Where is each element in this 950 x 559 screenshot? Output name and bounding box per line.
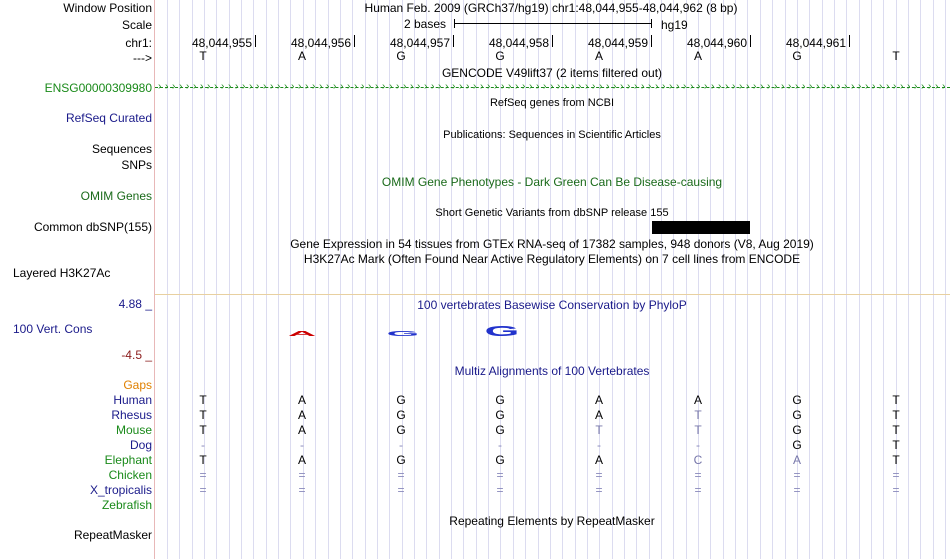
strand-arrow: › xyxy=(550,81,554,92)
position-label: 48,044,957 xyxy=(389,36,450,50)
strand-arrow: › xyxy=(613,81,617,92)
publications-track-title: Publications: Sequences in Scientific Articles xyxy=(443,129,661,141)
alignment-base: T xyxy=(892,423,900,437)
strand-arrow: › xyxy=(221,81,225,92)
position-label: 48,044,960 xyxy=(686,36,747,50)
alignment-base: A xyxy=(297,393,307,407)
alignment-base: = xyxy=(595,468,603,482)
strand-arrow: › xyxy=(844,81,848,92)
strand-arrow: › xyxy=(907,81,911,92)
scale-bar-left-end xyxy=(454,19,455,28)
cons-min-label: -4.5 _ xyxy=(121,348,152,362)
strand-arrow: › xyxy=(781,81,785,92)
alignment-base: A xyxy=(297,453,307,467)
position-tick xyxy=(255,35,256,47)
strand-arrow: › xyxy=(193,81,197,92)
strand-arrow: › xyxy=(242,81,246,92)
conservation-logo xyxy=(155,316,950,340)
strand-arrow: › xyxy=(585,81,589,92)
conservation-logo-letter-g2: G xyxy=(484,323,520,340)
alignment-base: = xyxy=(199,483,207,497)
species-label[interactable]: X_tropicalis xyxy=(89,483,152,497)
strand-arrow: › xyxy=(879,81,883,92)
alignment-base: = xyxy=(694,468,702,482)
alignment-base: T xyxy=(199,408,207,422)
alignment-base: = xyxy=(397,468,405,482)
strand-arrow: › xyxy=(480,81,484,92)
strand-arrow: › xyxy=(830,81,834,92)
strand-arrow: › xyxy=(361,81,365,92)
species-label[interactable]: Elephant xyxy=(104,453,152,467)
position-label: 48,044,958 xyxy=(488,36,549,50)
alignment-base: T xyxy=(199,453,207,467)
strand-arrow: › xyxy=(802,81,806,92)
strand-arrow: › xyxy=(774,81,778,92)
strand-arrow: › xyxy=(578,81,582,92)
strand-arrow: › xyxy=(697,81,701,92)
alignment-base: G xyxy=(495,408,505,422)
alignment-base: T xyxy=(892,438,900,452)
strand-arrow: › xyxy=(767,81,771,92)
strand-arrow: › xyxy=(669,81,673,92)
refseq-track-title: RefSeq genes from NCBI xyxy=(489,97,615,109)
strand-arrow: › xyxy=(298,81,302,92)
alignment-base: = xyxy=(199,468,207,482)
strand-arrow: › xyxy=(529,81,533,92)
conservation-logo-letter-a: A xyxy=(287,329,317,338)
strand-arrow: › xyxy=(823,81,827,92)
strand-arrow: › xyxy=(396,81,400,92)
base-letter: A xyxy=(693,49,703,63)
strand-arrow: › xyxy=(256,81,260,92)
h3k27-track-title: H3K27Ac Mark (Often Found Near Active Regulatory Elements) on 7 cell lines from ENCODE xyxy=(303,252,801,266)
strand-arrow: › xyxy=(508,81,512,92)
strand-arrow: › xyxy=(914,81,918,92)
strand-arrow: › xyxy=(865,81,869,92)
base-letter: A xyxy=(297,49,307,63)
base-letter: A xyxy=(594,49,604,63)
strand-arrow: › xyxy=(284,81,288,92)
sequences-label[interactable]: Sequences xyxy=(91,142,152,156)
strand-arrow: › xyxy=(368,81,372,92)
gencode-track-title: GENCODE V49lift37 (2 items filtered out) xyxy=(441,66,663,80)
strand-arrow: › xyxy=(179,81,183,92)
strand-arrow: › xyxy=(158,81,162,92)
strand-arrow: › xyxy=(207,81,211,92)
alignment-base: T xyxy=(595,423,603,437)
alignment-base: G xyxy=(792,408,802,422)
omim-label[interactable]: OMIM Genes xyxy=(80,189,152,203)
base-letter: T xyxy=(199,49,207,63)
species-label[interactable]: Rhesus xyxy=(111,408,152,422)
alignment-base: A xyxy=(297,408,307,422)
alignment-base: T xyxy=(892,453,900,467)
strand-arrow: › xyxy=(746,81,750,92)
strand-arrow: › xyxy=(389,81,393,92)
strand-arrow: › xyxy=(809,81,813,92)
alignment-base: T xyxy=(694,408,702,422)
species-label[interactable]: Mouse xyxy=(115,423,152,437)
species-label[interactable]: Chicken xyxy=(108,468,152,482)
strand-arrow: › xyxy=(718,81,722,92)
alignment-base: = xyxy=(595,483,603,497)
strand-arrow: › xyxy=(627,81,631,92)
strand-arrow: › xyxy=(333,81,337,92)
strand-arrow: › xyxy=(431,81,435,92)
h3k27-label[interactable]: Layered H3K27Ac xyxy=(13,266,111,280)
alignment-base: G xyxy=(396,453,406,467)
strand-arrow: › xyxy=(165,81,169,92)
alignment-base: = xyxy=(892,468,900,482)
alignment-base: = xyxy=(496,483,504,497)
strand-arrow: › xyxy=(235,81,239,92)
strand-arrow: › xyxy=(935,81,939,92)
alignment-base: A xyxy=(297,423,307,437)
alignment-base: G xyxy=(396,408,406,422)
strand-arrow: › xyxy=(487,81,491,92)
strand-arrow: › xyxy=(291,81,295,92)
alignment-base: = xyxy=(298,483,306,497)
position-tick xyxy=(453,35,454,47)
strand-arrow: › xyxy=(522,81,526,92)
strand-arrow: › xyxy=(515,81,519,92)
strand-arrow: › xyxy=(641,81,645,92)
strand-arrow: › xyxy=(214,81,218,92)
base-letter: G xyxy=(495,49,505,63)
alignment-base: - xyxy=(498,438,502,452)
strand-arrow: › xyxy=(459,81,463,92)
alignment-base: T xyxy=(892,408,900,422)
alignment-base: = xyxy=(496,468,504,482)
strand-arrow: › xyxy=(564,81,568,92)
strand-arrow: › xyxy=(172,81,176,92)
repeatmasker-track-title: Repeating Elements by RepeatMasker xyxy=(449,514,655,528)
alignment-base: G xyxy=(792,438,802,452)
track-display[interactable] xyxy=(155,0,950,559)
strand-arrow: › xyxy=(760,81,764,92)
alignment-base: = xyxy=(793,483,801,497)
alignment-base: T xyxy=(199,423,207,437)
dbsnp-track-title: Short Genetic Variants from dbSNP release 155 xyxy=(435,207,669,219)
strand-arrow: › xyxy=(270,81,274,92)
species-label[interactable]: Dog xyxy=(129,438,152,452)
alignment-base: = xyxy=(397,483,405,497)
alignment-base: T xyxy=(694,423,702,437)
strand-arrow: › xyxy=(851,81,855,92)
position-label: 48,044,959 xyxy=(587,36,648,50)
alignment-base: T xyxy=(892,393,900,407)
position-tick xyxy=(552,35,553,47)
strand-arrow: › xyxy=(858,81,862,92)
position-tick xyxy=(651,35,652,47)
alignment-base: A xyxy=(594,393,604,407)
position-label: 48,044,961 xyxy=(785,36,846,50)
strand-arrow: › xyxy=(921,81,925,92)
assembly-position-text: Human Feb. 2009 (GRCh37/hg19) chr1:48,044,955-48,044,962 (8 bp) xyxy=(364,1,738,15)
strand-arrow: › xyxy=(725,81,729,92)
strand-arrow: › xyxy=(382,81,386,92)
position-tick xyxy=(849,35,850,47)
strand-arrow: › xyxy=(277,81,281,92)
alignment-base: - xyxy=(399,438,403,452)
alignment-base: = xyxy=(793,468,801,482)
strand-arrow: › xyxy=(263,81,267,92)
strand-arrow: › xyxy=(655,81,659,92)
strand-arrow: › xyxy=(620,81,624,92)
base-letter: T xyxy=(892,49,900,63)
strand-arrow: › xyxy=(438,81,442,92)
species-label[interactable]: Human xyxy=(113,393,152,407)
strand-arrow: › xyxy=(249,81,253,92)
strand-arrow: › xyxy=(543,81,547,92)
strand-arrow: › xyxy=(592,81,596,92)
strand-arrow: › xyxy=(319,81,323,92)
track-label-column xyxy=(0,0,154,559)
position-label: 48,044,955 xyxy=(191,36,252,50)
refseq-label[interactable]: RefSeq Curated xyxy=(65,111,152,125)
strand-arrow: › xyxy=(634,81,638,92)
strand-arrow: › xyxy=(305,81,309,92)
cons-max-label: 4.88 _ xyxy=(118,297,152,311)
strand-arrow: › xyxy=(662,81,666,92)
alignment-base: - xyxy=(597,438,601,452)
alignment-base: G xyxy=(396,393,406,407)
position-label: 48,044,956 xyxy=(290,36,351,50)
cons-label[interactable]: 100 Vert. Cons xyxy=(13,322,93,336)
scale-text: 2 bases xyxy=(404,17,447,31)
strand-arrow: › xyxy=(711,81,715,92)
strand-arrow: › xyxy=(403,81,407,92)
gencode-gene-label[interactable]: ENSG00000309980 xyxy=(44,81,152,95)
conservation-track-title: 100 vertebrates Basewise Conservation by PhyloP xyxy=(417,298,687,312)
strand-arrow: › xyxy=(683,81,687,92)
strand-arrow: › xyxy=(599,81,603,92)
strand-arrow: › xyxy=(354,81,358,92)
window-position-label: Window Position xyxy=(63,1,152,15)
strand-arrow: › xyxy=(445,81,449,92)
strand-arrow: › xyxy=(557,81,561,92)
strand-arrow: › xyxy=(186,81,190,92)
alignment-base: = xyxy=(694,483,702,497)
snps-label[interactable]: SNPs xyxy=(121,158,152,172)
strand-arrow: › xyxy=(648,81,652,92)
alignment-base: G xyxy=(495,423,505,437)
strand-arrow: › xyxy=(494,81,498,92)
strand-arrow: › xyxy=(340,81,344,92)
multiz-track-title: Multiz Alignments of 100 Vertebrates xyxy=(454,364,650,378)
strand-arrow: › xyxy=(928,81,932,92)
strand-arrow: › xyxy=(872,81,876,92)
dbsnp-label[interactable]: Common dbSNP(155) xyxy=(33,220,152,234)
alignment-base: - xyxy=(300,438,304,452)
strand-arrow: › xyxy=(200,81,204,92)
strand-arrow: › xyxy=(886,81,890,92)
strand-arrow: › xyxy=(837,81,841,92)
species-label[interactable]: Zebrafish xyxy=(101,498,152,512)
strand-arrow: › xyxy=(893,81,897,92)
alignment-base: G xyxy=(495,393,505,407)
base-letter: G xyxy=(792,49,802,63)
strand-arrow: › xyxy=(816,81,820,92)
strand-arrow: › xyxy=(375,81,379,92)
strand-arrow: › xyxy=(501,81,505,92)
alignment-base: A xyxy=(792,453,802,467)
gaps-label[interactable]: Gaps xyxy=(123,378,152,392)
strand-arrow: › xyxy=(417,81,421,92)
strand-arrow: › xyxy=(795,81,799,92)
strand-arrow: › xyxy=(788,81,792,92)
strand-arrow: › xyxy=(410,81,414,92)
strand-arrow: › xyxy=(753,81,757,92)
strand-arrow: › xyxy=(466,81,470,92)
strand-arrow: › xyxy=(739,81,743,92)
strand-arrow: › xyxy=(228,81,232,92)
alignment-base: A xyxy=(693,393,703,407)
alignment-base: = xyxy=(892,483,900,497)
alignment-base: T xyxy=(199,393,207,407)
strand-arrow: › xyxy=(452,81,456,92)
strand-arrow: › xyxy=(536,81,540,92)
strand-arrow: › xyxy=(606,81,610,92)
strand-label[interactable]: ---> xyxy=(133,51,152,65)
strand-arrow: › xyxy=(732,81,736,92)
alignment-base: A xyxy=(594,408,604,422)
strand-arrow: › xyxy=(326,81,330,92)
alignment-base: G xyxy=(792,393,802,407)
strand-arrow: › xyxy=(704,81,708,92)
chr-label: chr1: xyxy=(125,36,152,50)
scale-bar xyxy=(454,23,651,24)
gtex-track-title: Gene Expression in 54 tissues from GTEx RNA-seq of 17382 samples, 948 donors (V8, Aug 2019) xyxy=(290,237,814,251)
alignment-base: A xyxy=(594,453,604,467)
dbsnp-variant-feature[interactable] xyxy=(652,221,750,234)
alignment-base: C xyxy=(693,453,703,467)
omim-track-title: OMIM Gene Phenotypes - Dark Green Can Be Disease-causing xyxy=(381,175,723,189)
position-tick xyxy=(354,35,355,47)
alignment-base: - xyxy=(696,438,700,452)
base-letter: G xyxy=(396,49,406,63)
conservation-top-line xyxy=(155,294,950,295)
strand-arrow: › xyxy=(690,81,694,92)
strand-arrow: › xyxy=(676,81,680,92)
strand-arrow: › xyxy=(571,81,575,92)
conservation-logo-letter-g1: G xyxy=(386,329,420,338)
strand-arrow: › xyxy=(900,81,904,92)
strand-arrow: › xyxy=(942,81,946,92)
position-tick xyxy=(750,35,751,47)
scale-bar-right-end xyxy=(651,19,652,28)
strand-arrow: › xyxy=(473,81,477,92)
alignment-base: G xyxy=(792,423,802,437)
scale-label: Scale xyxy=(121,18,152,32)
strand-arrow: › xyxy=(424,81,428,92)
alignment-base: G xyxy=(495,453,505,467)
repeatmasker-label[interactable]: RepeatMasker xyxy=(73,528,152,542)
scale-db: hg19 xyxy=(661,18,688,32)
alignment-base: G xyxy=(396,423,406,437)
strand-arrow: › xyxy=(347,81,351,92)
alignment-base: = xyxy=(298,468,306,482)
alignment-base: - xyxy=(201,438,205,452)
strand-arrow: › xyxy=(312,81,316,92)
